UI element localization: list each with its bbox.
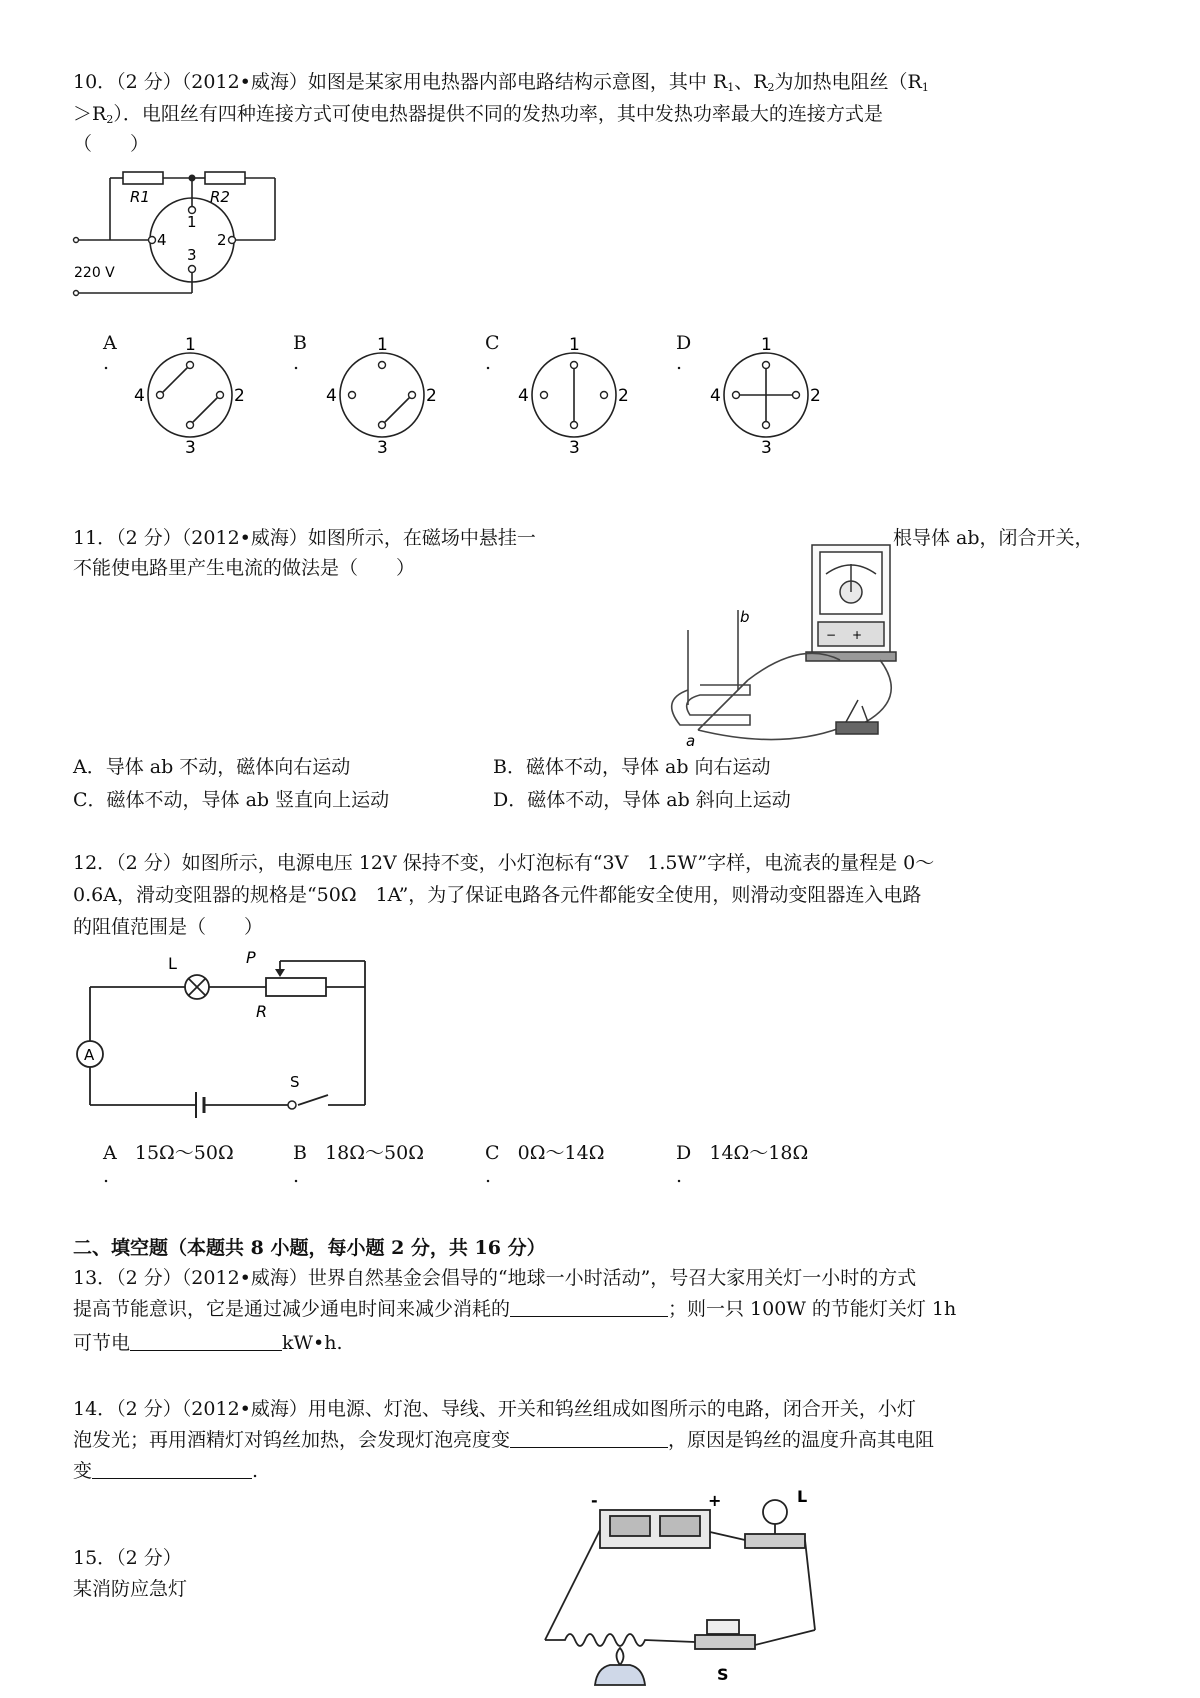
q12-line3: 的阻值范围是（ ） xyxy=(73,916,264,938)
resistor-r1 xyxy=(123,172,163,184)
svg-text:R: R xyxy=(256,1002,268,1021)
q12-option-c-dot: . xyxy=(485,1165,492,1187)
svg-text:4: 4 xyxy=(134,386,145,406)
svg-text:R2: R2 xyxy=(210,188,230,206)
q10-option-c-letter: C xyxy=(485,332,500,354)
q13-blank-1[interactable] xyxy=(510,1294,668,1317)
svg-text:-: - xyxy=(591,1491,598,1510)
q13-line2: 提高节能意识，它是通过减少通电时间来减少消耗的 ；则一只 100W 的节能灯关灯 1h xyxy=(73,1293,956,1325)
q12-option-a: A 15Ω～50Ω xyxy=(103,1142,234,1164)
svg-text:2: 2 xyxy=(426,386,437,406)
q10-option-a-dot: . xyxy=(103,352,110,374)
q14-blank-2[interactable] xyxy=(92,1456,252,1479)
q13-line1: 13．（2 分）（2012•威海）世界自然基金会倡导的“地球一小时活动”，号召大家用关灯一小时的方式 xyxy=(73,1267,917,1289)
q10-option-b-diagram xyxy=(322,335,442,455)
svg-text:S: S xyxy=(290,1073,300,1091)
q13-line3: 可节电 kW•h. xyxy=(73,1327,343,1359)
alcohol-lamp xyxy=(595,1665,645,1685)
q12-line1: 12．（2 分）如图所示，电源电压 12V 保持不变，小灯泡标有“3V 1.5W”字样，电流表的量程是 0～ xyxy=(73,852,935,874)
svg-text:L: L xyxy=(168,954,177,973)
rheostat-r xyxy=(266,978,326,996)
svg-text:2: 2 xyxy=(810,386,821,406)
section-2-heading: 二、填空题（本题共 8 小题，每小题 2 分，共 16 分） xyxy=(73,1237,546,1259)
svg-text:b: b xyxy=(740,608,750,626)
q10-option-b-letter: B xyxy=(293,332,307,354)
q10-option-a-diagram xyxy=(130,335,250,455)
q10-option-d-diagram xyxy=(706,335,826,455)
q12-option-b-dot: . xyxy=(293,1165,300,1187)
q12-option-c: C 0Ω～14Ω xyxy=(485,1142,605,1164)
svg-text:1: 1 xyxy=(761,335,772,355)
q11-induction-apparatus xyxy=(640,540,900,752)
q15-line1: 15．（2 分） xyxy=(73,1547,182,1569)
svg-text:1: 1 xyxy=(187,213,197,231)
q14-line2: 泡发光；再用酒精灯对钨丝加热，会发现灯泡亮度变 ，原因是钨丝的温度升高其电阻 xyxy=(73,1424,934,1456)
bulb-l xyxy=(763,1500,787,1524)
svg-text:2: 2 xyxy=(217,231,227,249)
svg-text:4: 4 xyxy=(518,386,529,406)
svg-text:1: 1 xyxy=(569,335,580,355)
lamp-base xyxy=(745,1534,805,1548)
q11-line2: 不能使电路里产生电流的做法是（ ） xyxy=(73,557,416,579)
q11-line1b: 根导体 ab，闭合开关， xyxy=(893,527,1094,549)
svg-text:A: A xyxy=(84,1046,95,1064)
svg-text:2: 2 xyxy=(618,386,629,406)
q14-tungsten-circuit xyxy=(525,1480,855,1698)
q11-line1a: 11．（2 分）（2012•威海）如图所示，在磁场中悬挂一 xyxy=(73,527,536,549)
svg-text:3: 3 xyxy=(761,438,772,455)
svg-text:3: 3 xyxy=(185,438,196,455)
svg-text:−: − xyxy=(826,628,837,642)
q10-option-c-dot: . xyxy=(485,352,492,374)
q11-option-c: C．磁体不动，导体 ab 竖直向上运动 xyxy=(73,789,390,811)
q15-line2: 某消防应急灯 xyxy=(73,1578,188,1600)
svg-text:a: a xyxy=(686,732,696,750)
q10-line2: $>R_2$）．电阻丝有四种连接方式可使电热器提供不同的发热功率，其中发热功率最大的连接方式是 xyxy=(73,103,883,126)
q12-option-a-dot: . xyxy=(103,1165,110,1187)
q12-circuit-diagram xyxy=(70,945,380,1135)
svg-text:+: + xyxy=(708,1491,722,1510)
q14-blank-1[interactable] xyxy=(510,1425,668,1448)
svg-text:L: L xyxy=(797,1487,808,1506)
q12-option-b: B 18Ω～50Ω xyxy=(293,1142,424,1164)
svg-text:3: 3 xyxy=(377,438,388,455)
tungsten-coil xyxy=(545,1634,695,1646)
svg-text:4: 4 xyxy=(157,231,167,249)
q14-line1: 14．（2 分）（2012•威海）用电源、灯泡、导线、开关和钨丝组成如图所示的电路，闭合开关，小灯 xyxy=(73,1398,916,1420)
q10-option-a-letter: A xyxy=(103,332,117,354)
resistor-r2 xyxy=(205,172,245,184)
q13-blank-2[interactable] xyxy=(130,1328,282,1351)
svg-text:220 V: 220 V xyxy=(74,265,115,281)
q10-circuit-diagram xyxy=(60,160,290,325)
q12-line2: 0.6A，滑动变阻器的规格是“50Ω 1A”，为了保证电路各元件都能安全使用，则滑动变阻器连入电路 xyxy=(73,884,922,906)
svg-text:1: 1 xyxy=(377,335,388,355)
switch-s xyxy=(695,1635,755,1649)
svg-text:R1: R1 xyxy=(130,188,150,206)
svg-text:P: P xyxy=(246,948,256,967)
q14-line3: 变 . xyxy=(73,1455,258,1487)
q10-line3: （ ） xyxy=(73,133,150,155)
q11-option-b: B．磁体不动，导体 ab 向右运动 xyxy=(493,756,771,778)
svg-text:3: 3 xyxy=(187,246,197,264)
q10-option-b-dot: . xyxy=(293,352,300,374)
svg-text:+: + xyxy=(852,628,863,642)
q10-option-d-dot: . xyxy=(676,352,683,374)
svg-text:1: 1 xyxy=(185,335,196,355)
svg-text:4: 4 xyxy=(326,386,337,406)
q10-option-c-diagram xyxy=(514,335,634,455)
q12-option-d: D 14Ω～18Ω xyxy=(676,1142,809,1164)
svg-text:3: 3 xyxy=(569,438,580,455)
q12-option-d-dot: . xyxy=(676,1165,683,1187)
svg-text:2: 2 xyxy=(234,386,245,406)
q11-option-a: A．导体 ab 不动，磁体向右运动 xyxy=(73,756,351,778)
svg-text:S: S xyxy=(717,1665,729,1684)
q10-line1: 10．（2 分）（2012•威海）如图是某家用电热器内部电路结构示意图，其中 $R_1$、$R_2$为加热电阻丝（$R_1$ xyxy=(73,71,929,94)
svg-text:4: 4 xyxy=(710,386,721,406)
q10-option-d-letter: D xyxy=(676,332,692,354)
q11-option-d: D．磁体不动，导体 ab 斜向上运动 xyxy=(493,789,791,811)
